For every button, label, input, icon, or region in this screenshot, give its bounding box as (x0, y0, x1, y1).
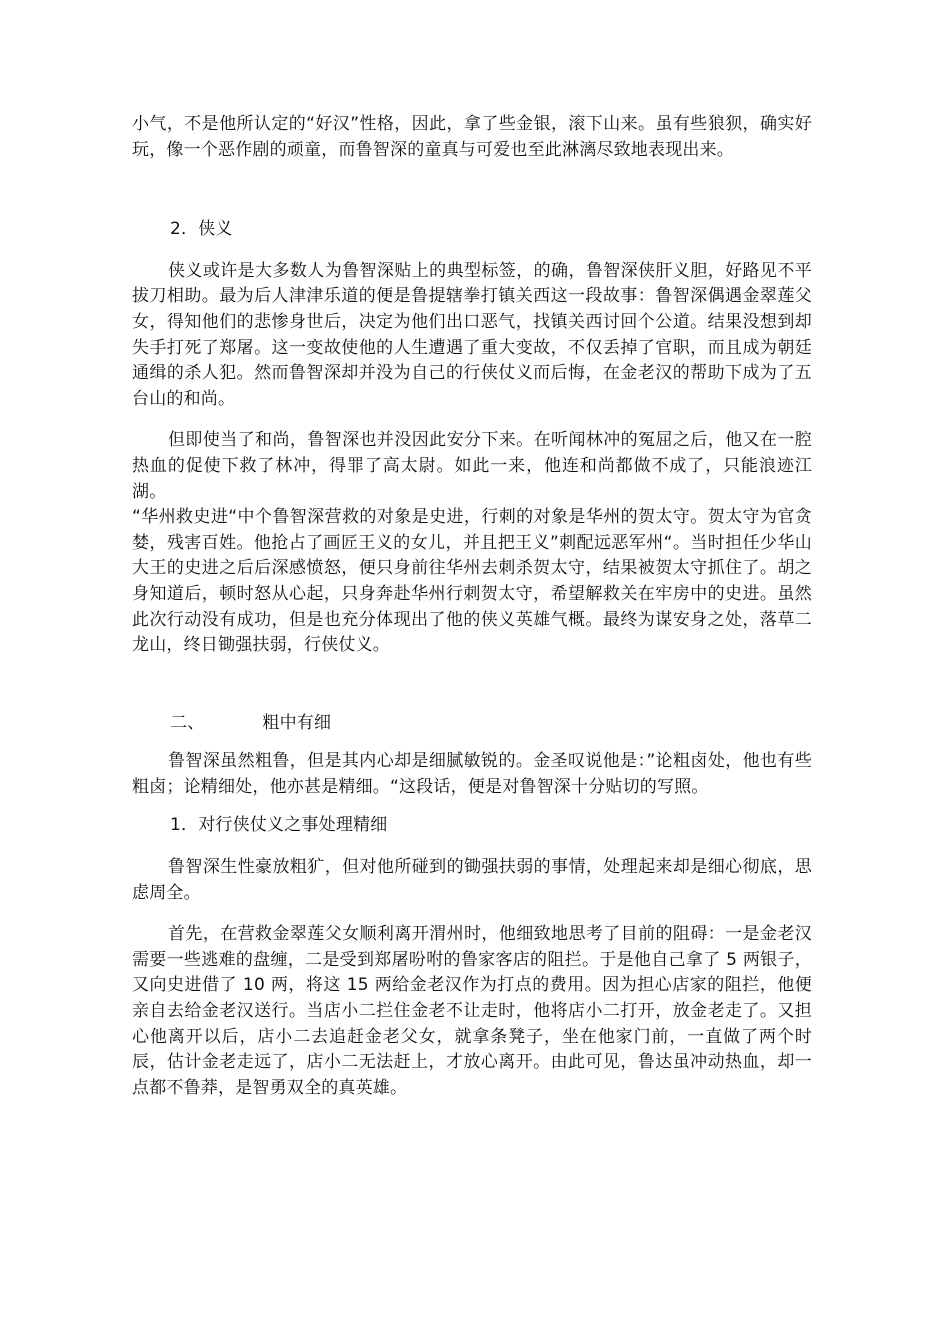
section-heading-xiayi: 2．侠义 (170, 219, 233, 240)
paragraph-naughty-child: 小气，不是他所认定的“好汉”性格，因此，拿了些金银，滚下山来。虽有些狼狈，确实好玩，像一个恶作剧的顽童，而鲁智深的童真与可爱也至此淋漓尽致地表现出来。 (132, 114, 812, 160)
paragraph-careful-nature: 鲁智深生性豪放粗犷，但对他所碰到的锄强扶弱的事情，处理起来却是细心彻底，思虑周全。 (132, 857, 812, 903)
paragraph-huazhou-shijin: “华州救史进“中个鲁智深营救的对象是史进，行刺的对象是华州的贺太守。贺太守为官贪婪，残害百姓。他抢占了画匠王义的女儿，并且把王义”刺配远恶军州“。当时担任少华山大王的史进之后后深感愤怒，便只身前往华州去刺杀贺太守，结果被贺太守抓住了。胡之身知道后，顿时怒从心起，只身奔赴华州行刺贺太守，希望解救关在牢房中的史进。虽然此次行动没有成功，但是也充分体现出了他的侠义英雄气概。最终为谋安身之处，落草二龙山，终日锄强扶弱，行侠仗义。 (132, 507, 812, 656)
section-heading-cu-zhong-you-xi (132, 711, 812, 737)
document-page (132, 112, 812, 1101)
heading-number: 二、 (170, 712, 205, 733)
paragraph-monk-linchong: 但即使当了和尚，鲁智深也并没因此安分下来。在听闻林冲的冤屈之后，他又在一腔热血的促使下救了林冲，得罪了高太尉。如此一来，他连和尚都做不成了，只能浪迹江湖。 (132, 430, 812, 502)
paragraph-rescue-jin-family: 首先，在营救金翠莲父女顺利离开渭州时，他细致地思考了目前的阻碍：一是金老汉需要一些逃难的盘缠，二是受到郑屠吩咐的鲁家客店的阻拦。于是他自己拿了 5 两银子，又向史进借了 10 两，将这 15 两给金老汉作为打点的费用。因为担心店家的阻拦，他便亲自去给金老汉送行。当店小二拦住金老不让走时，他将店小二打开，放金老走了。又担心他离开以后，店小二去追赶金老父女，就拿条凳子，坐在他家门前，一直做了两个时辰，估计金老走远了，店小二无法赶上，才放心离开。由此可见，鲁达虽冲动热血，却一点都不鲁莽，是智勇双全的真英雄。 (132, 924, 812, 1098)
subsection-heading-careful-handling: 1．对行侠仗义之事处理精细 (170, 815, 388, 836)
paragraph-xiayi-intro: 侠义或许是大多数人为鲁智深贴上的典型标签，的确，鲁智深侠肝义胆，好路见不平拔刀相助。最为后人津津乐道的便是鲁提辖拳打镇关西这一段故事：鲁智深偶遇金翠莲父女，得知他们的悲惨身世后，决定为他们出口恶气，找镇关西讨回个公道。结果没想到却失手打死了郑屠。这一变故使他的人生遭遇了重大变故，不仅丢掉了官职，而且成为朝廷通缉的杀人犯。然而鲁智深却并没为自己的行侠仗义而后悔，在金老汉的帮助下成为了五台山的和尚。 (132, 260, 812, 409)
heading-title: 粗中有细 (262, 712, 332, 733)
paragraph-jin-shengtan-quote: 鲁智深虽然粗鲁，但是其内心却是细腻敏锐的。金圣叹说他是：”论粗卤处，他也有些粗卤；论精细处，他亦甚是精细。“这段话，便是对鲁智深十分贴切的写照。 (132, 751, 812, 797)
